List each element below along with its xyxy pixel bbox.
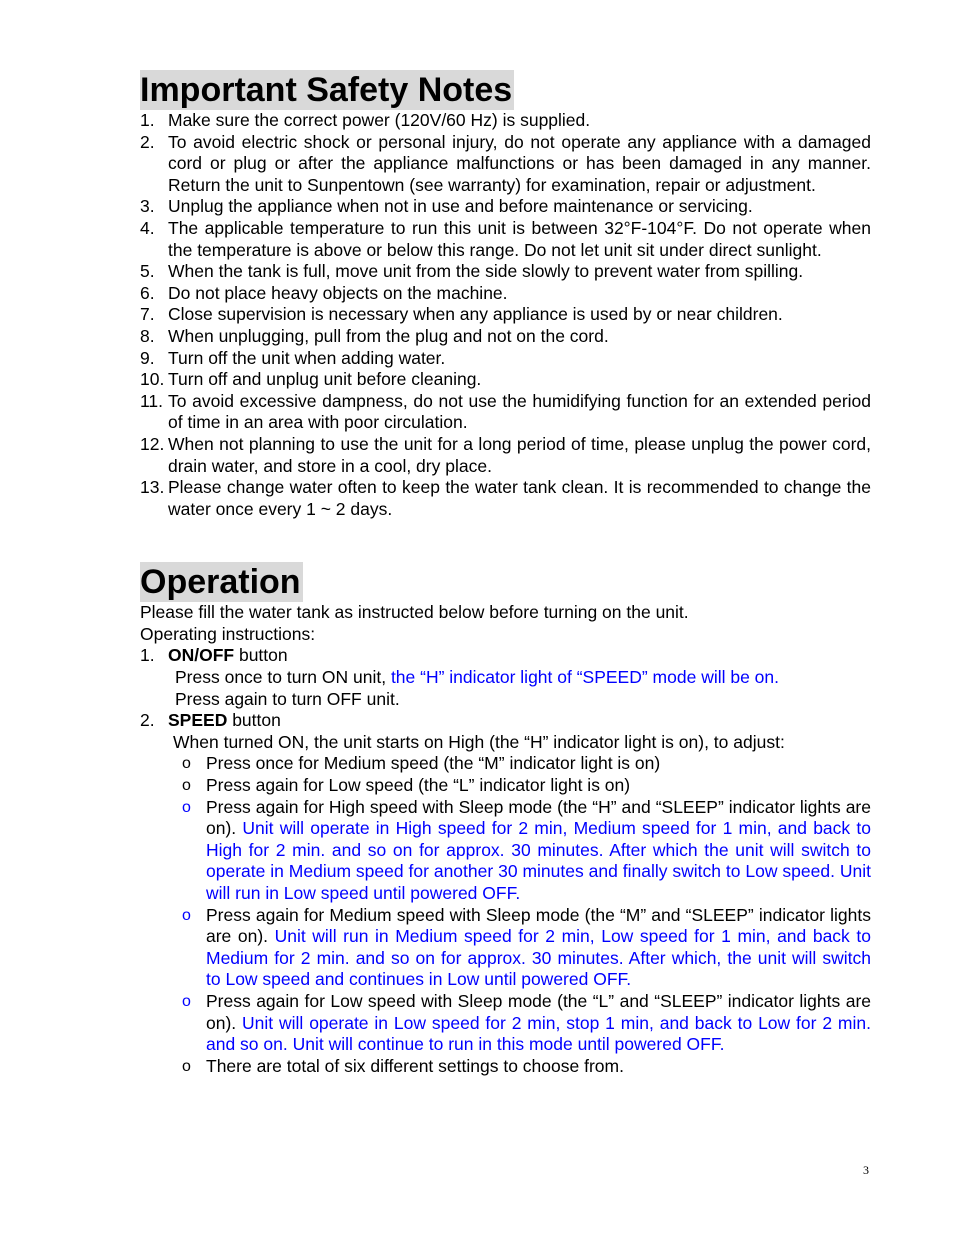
- onoff-press-again: Press again to turn OFF unit.: [175, 688, 400, 709]
- safety-item-text: Turn off and unplug unit before cleaning.: [168, 369, 482, 390]
- speed-setting-item: [182, 1056, 871, 1078]
- safety-item: [140, 218, 871, 261]
- speed-settings-list: [140, 753, 871, 1077]
- safety-item: [140, 196, 871, 218]
- safety-item: [140, 369, 871, 391]
- speed-setting-item: [182, 905, 871, 991]
- speed-setting-item: [182, 991, 871, 1056]
- speed-setting-text: [206, 905, 871, 991]
- operation-intro: Please fill the water tank as instructed below before turning on the unit.: [140, 602, 689, 623]
- safety-item-number: 6.: [140, 282, 155, 303]
- speed-setting-blue-text: Unit will operate in Low speed for 2 min, stop 1 min, and back to Low for 2 min. and so on. Unit will continue to run in this mode until powered OFF.: [206, 1012, 871, 1055]
- onoff-press-once: Press once to turn ON unit,: [175, 667, 391, 688]
- safety-item-number: 11.: [140, 390, 164, 411]
- safety-item: [140, 477, 871, 520]
- safety-item: [140, 110, 871, 132]
- onoff-button-name: ON/OFF: [168, 645, 235, 666]
- speed-number: 2.: [140, 710, 155, 731]
- safety-item: [140, 304, 871, 326]
- operation-heading: Operation: [140, 563, 301, 602]
- operation-section: [140, 602, 871, 1077]
- safety-item-number: 1.: [140, 110, 155, 130]
- safety-item-number: 5.: [140, 261, 155, 282]
- bullet-icon: o: [182, 755, 191, 773]
- speed-setting-black-text: Press again for Low speed (the “L” indicator light is on): [206, 775, 631, 796]
- safety-item-text: When the tank is full, move unit from the side slowly to prevent water from spilling.: [168, 261, 804, 282]
- speed-setting-black-text: There are total of six different settings to choose from.: [206, 1055, 624, 1076]
- onoff-item: [140, 645, 871, 667]
- page-number: 3: [863, 1163, 869, 1177]
- speed-setting-item: [182, 753, 871, 775]
- safety-item-number: 7.: [140, 304, 155, 325]
- safety-item: [140, 326, 871, 348]
- safety-item: [140, 434, 871, 477]
- manual-page: [140, 0, 871, 1077]
- safety-item-number: 10.: [140, 369, 165, 390]
- safety-item: [140, 283, 871, 305]
- safety-item-number: 9.: [140, 347, 155, 368]
- speed-setting-black-text: Press once for Medium speed (the “M” indicator light is on): [206, 753, 661, 774]
- operating-instructions-label: Operating instructions:: [140, 623, 316, 644]
- speed-button-name: SPEED: [168, 710, 228, 731]
- safety-item-text: To avoid electric shock or personal injury, do not operate any appliance with a damaged cord or plug or after the appliance malfunctions or has been damaged in any manner. Return the unit to Sunpentown (see warranty) for examination, repair or adjustment.: [168, 131, 871, 195]
- bullet-icon: o: [182, 1057, 191, 1075]
- safety-item: [140, 348, 871, 370]
- speed-setting-text: [206, 1056, 871, 1078]
- safety-item-number: 8.: [140, 325, 155, 346]
- safety-item-text: Make sure the correct power (120V/60 Hz) is supplied.: [168, 110, 591, 130]
- safety-item-text: Please change water often to keep the water tank clean. It is recommended to change the water once every 1 ~ 2 days.: [168, 477, 871, 519]
- onoff-indicator-note: the “H” indicator light of “SPEED” mode will be on.: [390, 667, 780, 688]
- safety-item-number: 13.: [140, 477, 165, 498]
- speed-setting-text: [206, 991, 871, 1056]
- safety-item-text: Unplug the appliance when not in use and before maintenance or servicing.: [168, 196, 753, 217]
- onoff-description: [140, 667, 871, 689]
- speed-setting-text: [206, 775, 871, 797]
- onoff-title: [168, 645, 288, 667]
- safety-list: [140, 110, 871, 520]
- safety-item-text: When not planning to use the unit for a long period of time, please unplug the power cord, drain water, and store in a cool, dry place.: [168, 433, 871, 476]
- bullet-icon: o: [182, 992, 191, 1010]
- speed-setting-text: [206, 753, 871, 775]
- safety-item-text: Do not place heavy objects on the machine.: [168, 282, 508, 303]
- speed-setting-blue-text: Unit will run in Medium speed for 2 min, Low speed for 1 min, and back to Medium for 2 min. and so on for approx. 30 minutes. After which, the unit will switch to Low speed and continues in Low until powered OFF.: [206, 926, 871, 990]
- speed-setting-black-text: Press again for Low speed with Sleep mode (the “L” and “SLEEP” indicator lights are on).: [206, 990, 871, 1033]
- speed-setting-item: [182, 797, 871, 905]
- speed-intro: When turned ON, the unit starts on High (the “H” indicator light is on), to adjust:: [173, 731, 785, 752]
- speed-item: [140, 710, 871, 732]
- speed-title: [168, 710, 281, 732]
- speed-setting-blue-text: Unit will operate in High speed for 2 min, Medium speed for 1 min, and back to High for 2 min. and so on for approx. 30 minutes. After which the unit will switch to operate in Medium speed for another 30 minutes and finally switch to Low speed. Unit will run in Low speed until powered OFF.: [206, 818, 871, 903]
- speed-setting-black-text: Press again for High speed with Sleep mode (the “H” and “SLEEP” indicator lights are on).: [206, 796, 871, 839]
- speed-setting-text: [206, 797, 871, 905]
- safety-heading: Important Safety Notes: [140, 71, 513, 109]
- safety-item-number: 2.: [140, 131, 155, 152]
- speed-setting-black-text: Press again for Medium speed with Sleep mode (the “M” and “SLEEP” indicator lights are on).: [206, 904, 871, 947]
- safety-item-text: The applicable temperature to run this unit is between 32°F-104°F. Do not operate when the temperature is above or below this range. Do not let unit sit under direct sunlight.: [168, 217, 871, 260]
- safety-item-text: Turn off the unit when adding water.: [168, 347, 446, 368]
- safety-item: [140, 261, 871, 283]
- safety-item-number: 3.: [140, 196, 155, 217]
- safety-item-text: When unplugging, pull from the plug and not on the cord.: [168, 325, 609, 346]
- onoff-suffix: button: [234, 645, 288, 666]
- safety-item-number: 12.: [140, 433, 165, 454]
- bullet-icon: o: [182, 777, 191, 795]
- safety-item-text: Close supervision is necessary when any appliance is used by or near children.: [168, 304, 783, 325]
- bullet-icon: o: [182, 798, 191, 816]
- safety-item: [140, 391, 871, 434]
- safety-item-number: 4.: [140, 217, 155, 238]
- bullet-icon: o: [182, 906, 191, 924]
- speed-setting-item: [182, 775, 871, 797]
- speed-suffix: button: [227, 710, 281, 731]
- safety-item: [140, 132, 871, 197]
- safety-item-text: To avoid excessive dampness, do not use the humidifying function for an extended period of time in an area with poor circulation.: [168, 390, 871, 433]
- onoff-number: 1.: [140, 645, 155, 666]
